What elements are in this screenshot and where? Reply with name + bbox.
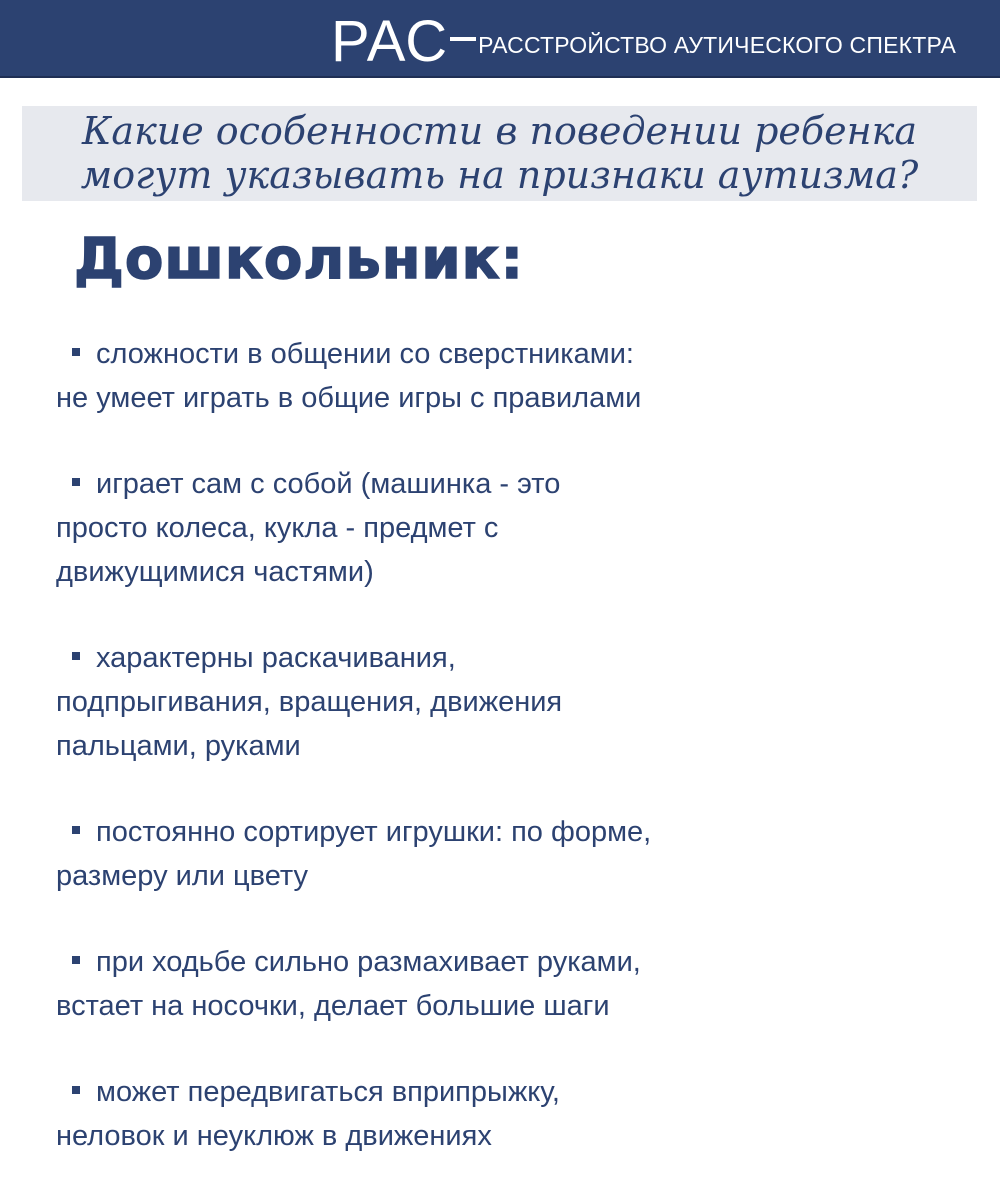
bullet-icon [72,348,80,356]
list-item-text: постоянно сортирует игрушки: по форме, размеру или цвету [56,816,652,892]
list-item [56,332,956,420]
header-abbreviation: РАС [330,9,449,74]
list-item [56,462,956,594]
header-full-name: РАССТРОЙСТВО АУТИЧЕСКОГО СПЕКТРА [478,32,956,58]
list-item [56,636,956,768]
bullet-icon [72,826,80,834]
bullet-icon [72,1086,80,1094]
list-item-text: при ходьбе сильно размахивает руками, встает на носочки, делает большие шаги [56,946,641,1022]
question-line-1: Какие особенности в поведении ребенка [82,109,917,153]
list-item [56,940,956,1028]
bullet-icon [72,956,80,964]
bullet-icon [72,652,80,660]
question-line-2: могут указывать на признаки аутизма? [80,153,919,197]
list-item-text: играет сам с собой (машинка - это просто колеса, кукла - предмет с движущимися частями) [56,468,561,588]
list-item [56,1070,956,1158]
header-dash [450,37,476,41]
header-banner [0,0,1000,78]
page-heading: Дошкольник: [74,227,525,292]
header-title [331,4,956,80]
question-box [22,106,977,201]
list-item-text: может передвигаться вприпрыжку, неловок и неуклюж в движениях [56,1076,560,1152]
bullet-icon [72,478,80,486]
list-item-text: характерны раскачивания, подпрыгивания, вращения, движения пальцами, руками [56,642,563,762]
symptom-list [56,332,956,1180]
list-item-text: сложности в общении со сверстниками: не умеет играть в общие игры с правилами [56,338,642,414]
list-item [56,810,956,898]
